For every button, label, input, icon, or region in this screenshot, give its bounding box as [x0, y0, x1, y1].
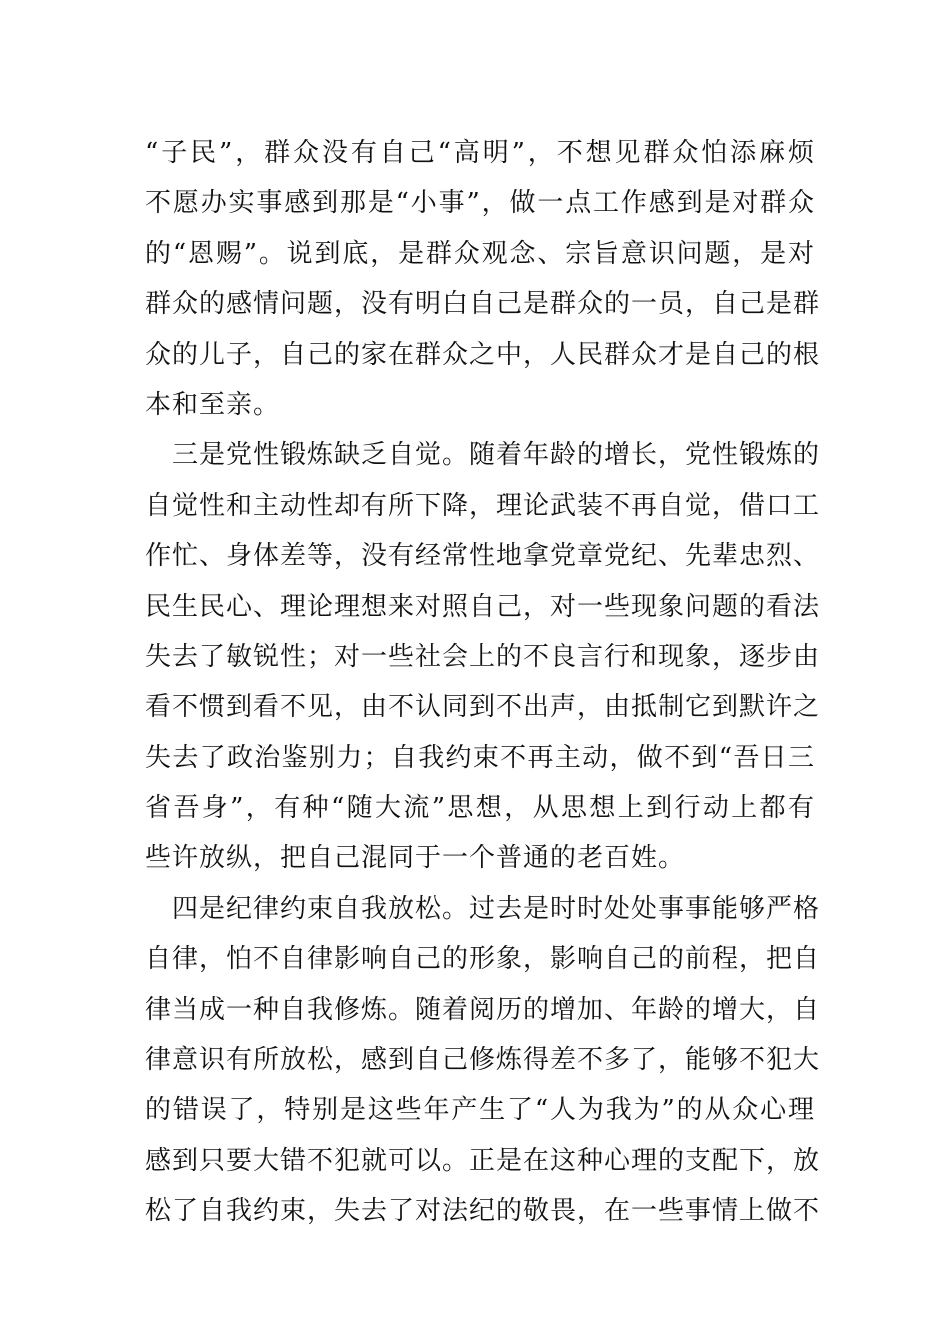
- text-line-3: 的“恩赐”。说到底，是群众观念、宗旨意识问题，是对: [145, 238, 815, 269]
- text-line-12: 看不惯到看不见，由不认同到不出声，由抵制它到默许之: [145, 692, 821, 723]
- text-line-10: 民生民心、理论理想来对照自己，对一些现象问题的看法: [145, 591, 821, 622]
- text-line-5: 众的儿子，自己的家在群众之中，人民群众才是自己的根: [145, 339, 821, 370]
- text-line-8: 自觉性和主动性却有所下降，理论武装不再自觉，借口工: [145, 490, 821, 521]
- text-line-6: 本和至亲。: [145, 389, 281, 420]
- text-line-19: 律意识有所放松，感到自己修炼得差不多了，能够不犯大: [145, 1045, 821, 1076]
- text-line-9: 作忙、身体差等，没有经常性地拿党章党纪、先辈忠烈、: [145, 541, 821, 572]
- text-line-20: 的错误了，特别是这些年产生了“人为我为”的从众心理: [145, 1095, 815, 1126]
- text-line-15: 些许放纵，把自己混同于一个普通的老百姓。: [145, 843, 686, 874]
- text-line-13: 失去了政治鉴别力；自我约束不再主动，做不到“吾日三: [145, 742, 815, 773]
- text-line-7: 三是党性锻炼缺乏自觉。随着年龄的增长，党性锻炼的: [145, 440, 821, 471]
- text-line-17: 自律，怕不自律影响自己的形象，影响自己的前程，把自: [145, 944, 821, 975]
- text-line-21: 感到只要大错不犯就可以。正是在这种心理的支配下，放: [145, 1145, 821, 1176]
- text-line-22: 松了自我约束，失去了对法纪的敬畏，在一些事情上做不: [145, 1196, 821, 1227]
- text-line-4: 群众的感情问题，没有明白自己是群众的一员，自己是群: [145, 289, 821, 320]
- text-line-2: 不愿办实事感到那是“小事”，做一点工作感到是对群众: [145, 188, 815, 219]
- text-line-1: “子民”，群众没有自己“高明”，不想见群众怕添麻烦: [145, 138, 815, 168]
- text-line-18: 律当成一种自我修炼。随着阅历的增加、年龄的增大，自: [145, 994, 821, 1025]
- text-line-11: 失去了敏锐性；对一些社会上的不良言行和现象，逐步由: [145, 641, 821, 672]
- text-line-14: 省吾身”，有种“随大流”思想，从思想上到行动上都有: [145, 793, 815, 824]
- text-line-16: 四是纪律约束自我放松。过去是时时处处事事能够严格: [145, 893, 821, 924]
- body-text: [145, 128, 821, 1237]
